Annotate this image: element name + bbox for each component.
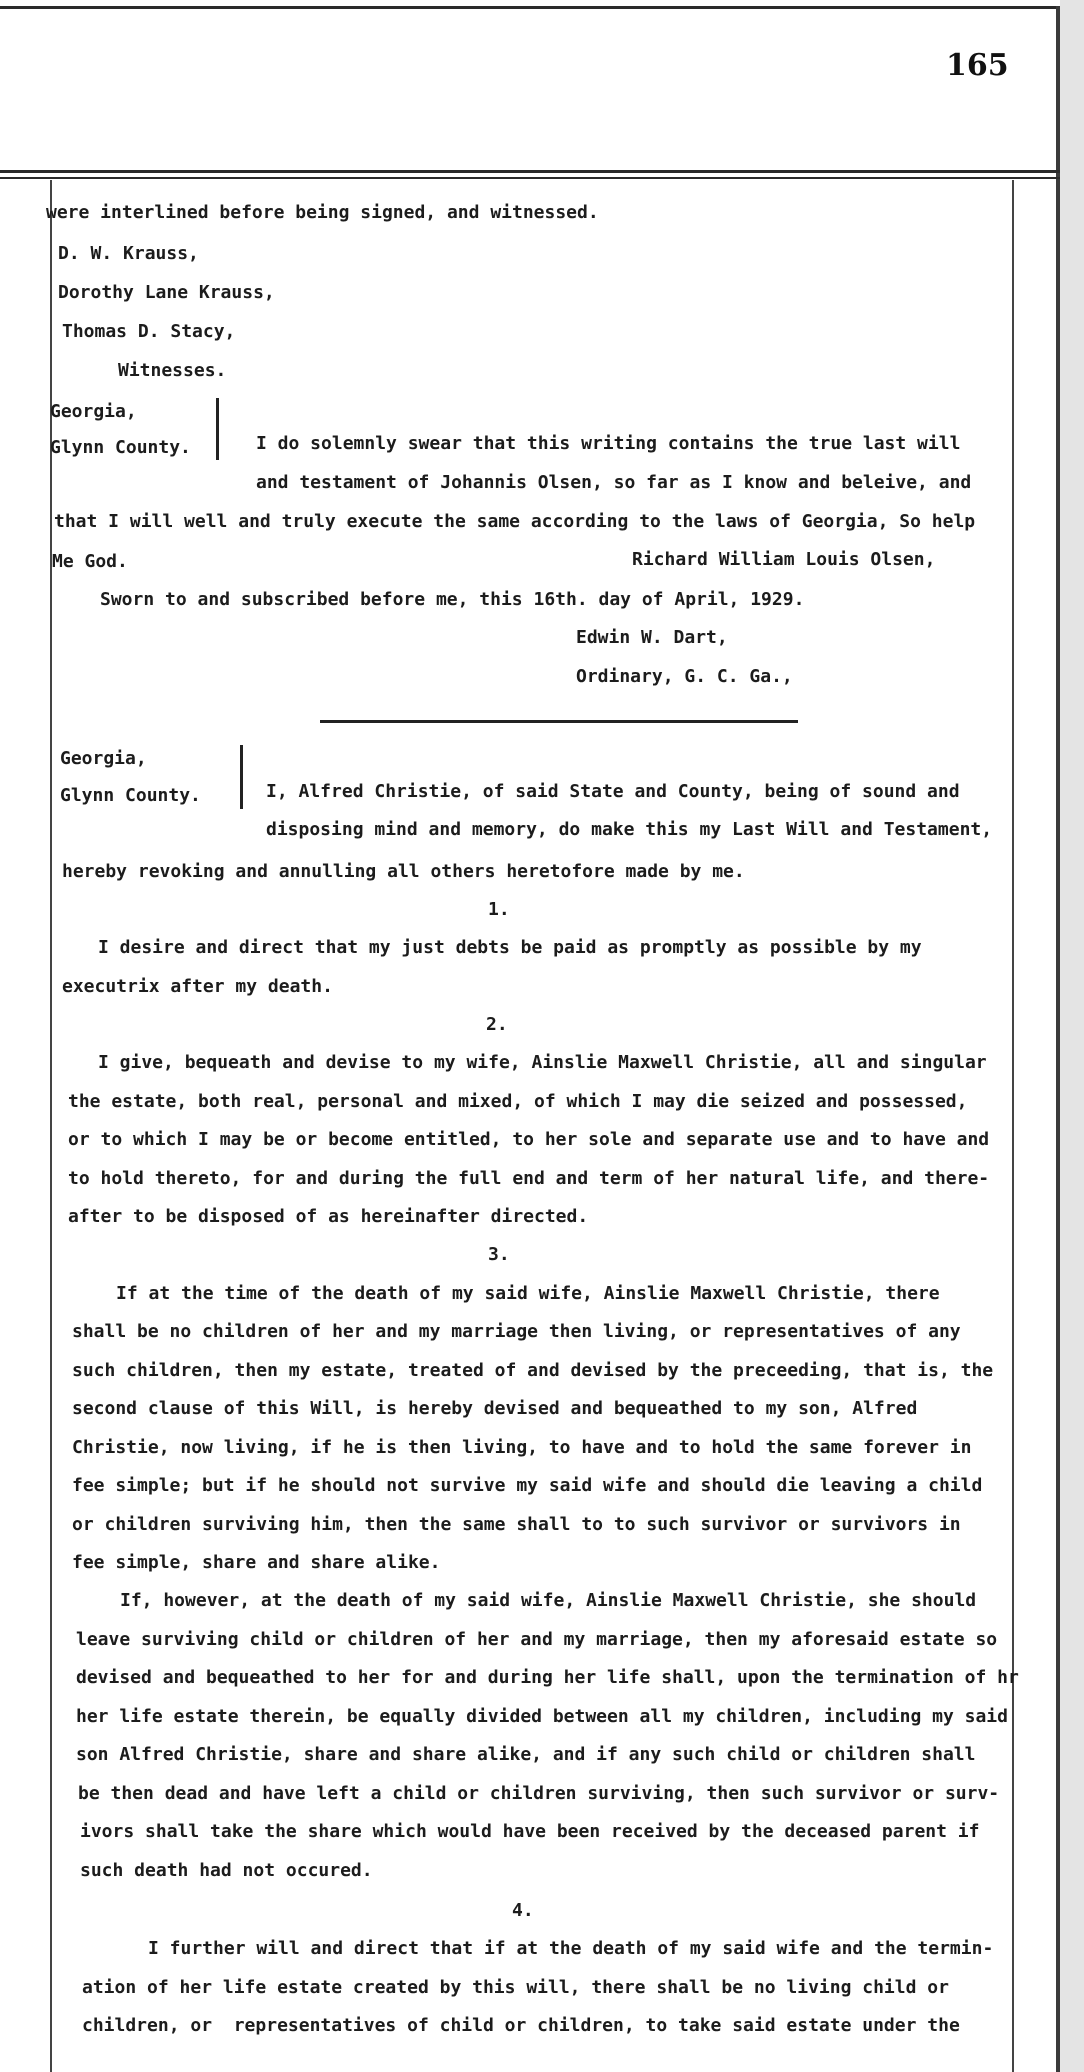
venue-brace — [216, 398, 219, 460]
text-line: such death had not occured. — [80, 1860, 373, 1881]
text-line: to hold thereto, for and during the full end and term of her natural life, and there- — [68, 1168, 990, 1189]
clause-number: 3. — [488, 1244, 510, 1265]
text-line: son Alfred Christie, share and share alike, and if any such child or children shall — [76, 1744, 976, 1765]
venue-state: Georgia, — [50, 401, 137, 422]
text-line: ation of her life estate created by this will, there shall be no living child or — [82, 1977, 949, 1998]
venue-state: Georgia, — [60, 748, 147, 769]
venue-county: Glynn County. — [60, 785, 201, 806]
witness-name: D. W. Krauss, — [58, 243, 199, 264]
text-line: I further will and direct that if at the death of my said wife and the termin- — [148, 1938, 994, 1959]
text-line: devised and bequeathed to her for and during her life shall, upon the termination of hr — [76, 1667, 1019, 1688]
page-right-edge — [1056, 6, 1060, 2072]
left-margin-line — [50, 180, 52, 2072]
header-rule-second — [0, 177, 1060, 179]
text-line: I desire and direct that my just debts be paid as promptly as possible by my — [98, 937, 922, 958]
text-line: her life estate therein, be equally divided between all my children, including my said — [76, 1706, 1008, 1727]
text-line: executrix after my death. — [62, 976, 333, 997]
text-line: such children, then my estate, treated of and devised by the preceeding, that is, the — [72, 1360, 994, 1381]
text-line: be then dead and have left a child or children surviving, then such survivor or surv- — [78, 1783, 1000, 1804]
text-line: the estate, both real, personal and mixed, of which I may die seized and possessed, — [68, 1091, 968, 1112]
text-line: second clause of this Will, is hereby devised and bequeathed to my son, Alfred — [72, 1398, 918, 1419]
text-line: children, or representatives of child or children, to take said estate under the — [82, 2015, 960, 2036]
text-line: hereby revoking and annulling all others heretofore made by me. — [62, 861, 745, 882]
page-shadow — [1060, 0, 1084, 2072]
text-line: If at the time of the death of my said wife, Ainslie Maxwell Christie, there — [116, 1283, 940, 1304]
text-line: Me God. — [52, 551, 128, 572]
text-line: or children surviving him, then the same shall to to such survivor or survivors in — [72, 1514, 961, 1535]
text-line: or to which I may be or become entitled, to her sole and separate use and to have and — [68, 1129, 990, 1150]
text-line: that I will well and truly execute the same according to the laws of Georgia, So help — [54, 511, 976, 532]
text-line: I give, bequeath and devise to my wife, Ainslie Maxwell Christie, all and singular — [98, 1052, 987, 1073]
venue-brace — [240, 745, 243, 809]
header-rule — [0, 170, 1060, 173]
text-line: ivors shall take the share which would have been received by the deceased parent if — [80, 1821, 980, 1842]
text-line: leave surviving child or children of her and my marriage, then my aforesaid estate so — [76, 1629, 998, 1650]
venue-county: Glynn County. — [50, 437, 191, 458]
right-margin-line — [1012, 180, 1014, 2072]
page-top-edge — [0, 6, 1060, 9]
witness-name: Dorothy Lane Krauss, — [58, 282, 275, 303]
text-line: were interlined before being signed, and witnessed. — [46, 202, 599, 223]
text-line: after to be disposed of as hereinafter directed. — [68, 1206, 589, 1227]
signature-name: Richard William Louis Olsen, — [632, 549, 936, 570]
text-line: and testament of Johannis Olsen, so far as I know and beleive, and — [256, 472, 972, 493]
signature-title: Ordinary, G. C. Ga., — [576, 666, 793, 687]
clause-number: 4. — [512, 1900, 534, 1921]
text-line: fee simple, share and share alike. — [72, 1552, 441, 1573]
text-line: shall be no children of her and my marriage then living, or representatives of any — [72, 1321, 961, 1342]
text-line: Sworn to and subscribed before me, this 16th. day of April, 1929. — [100, 589, 805, 610]
text-line: If, however, at the death of my said wife, Ainslie Maxwell Christie, she should — [120, 1590, 977, 1611]
clause-number: 2. — [486, 1014, 508, 1035]
text-line: fee simple; but if he should not survive my said wife and should die leaving a child — [72, 1475, 983, 1496]
witness-name: Thomas D. Stacy, — [62, 321, 236, 342]
text-line: disposing mind and memory, do make this my Last Will and Testament, — [266, 819, 993, 840]
section-divider — [320, 720, 798, 723]
signature-name: Edwin W. Dart, — [576, 627, 728, 648]
text-line: Christie, now living, if he is then living, to have and to hold the same forever in — [72, 1437, 972, 1458]
witnesses-label: Witnesses. — [118, 360, 227, 381]
clause-number: 1. — [488, 899, 510, 920]
page-number: 165 — [946, 48, 1009, 83]
text-line: I, Alfred Christie, of said State and County, being of sound and — [266, 781, 960, 802]
text-line: I do solemnly swear that this writing contains the true last will — [256, 433, 961, 454]
